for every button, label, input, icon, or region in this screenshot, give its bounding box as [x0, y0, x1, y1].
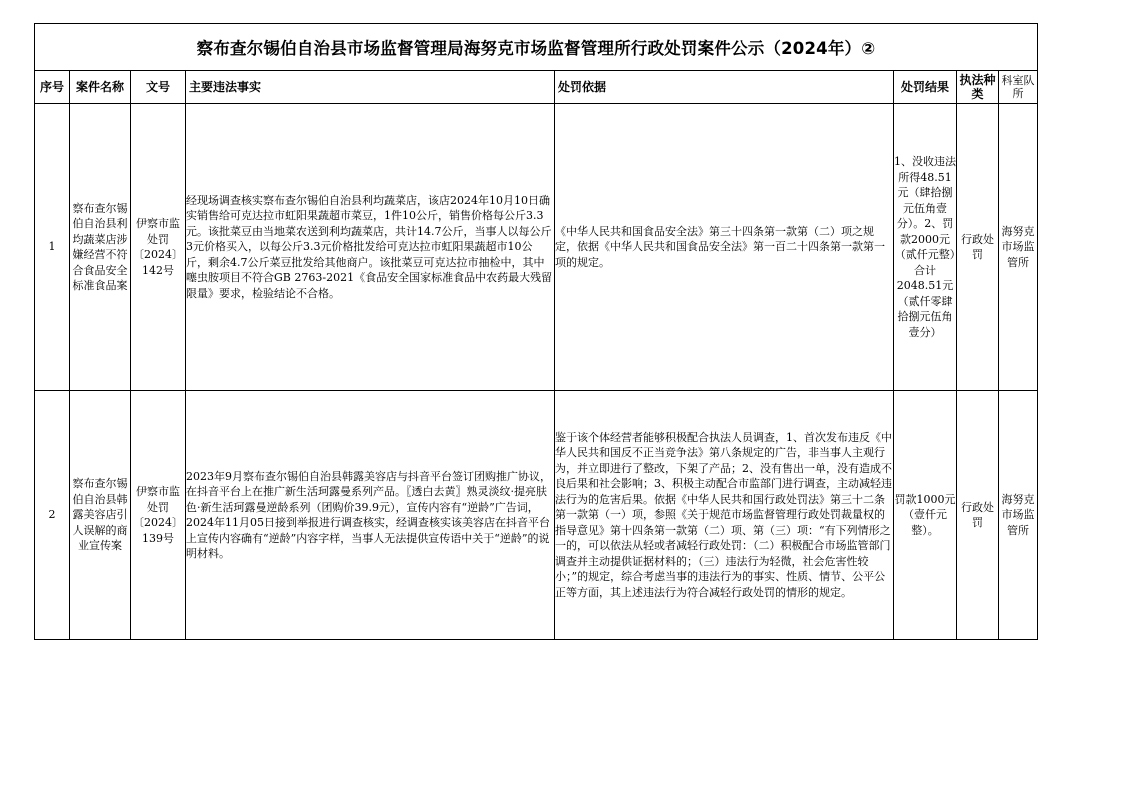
- row-result: 罚款1000元（壹仟元整）。: [894, 391, 957, 640]
- header-row: [35, 71, 1038, 104]
- row-no: 1: [35, 104, 70, 391]
- header-doc-no: 文号: [131, 71, 186, 104]
- row-facts: 经现场调查核实察布查尔锡伯自治县利均蔬菜店，该店2024年10月10日确实销售给可克达拉市虹阳果蔬超市菜豆，1件10公斤，销售价格每公斤3.3元。该批菜豆由当地菜农送到利均蔬菜店，共计14.7公斤，当事人以每公斤3元价格买入，以每公斤3.3元价格批发给可克达拉市虹阳果蔬超市10公斤，剩余4.7公斤菜豆批发给其他商户。该批菜豆可克达拉市抽检中，其中噻虫胺项目不符合GB 2763-2021《食品安全国家标准食品中农药最大残留限量》要求，检验结论不合格。: [186, 104, 555, 391]
- row-case-name: 察布查尔锡伯自治县韩露美容店引人误解的商业宣传案: [70, 391, 131, 640]
- header-no: 序号: [35, 71, 70, 104]
- row-doc-no: 伊察市监处罚〔2024〕139号: [131, 391, 186, 640]
- row-dept: 海努克市场监管所: [999, 391, 1038, 640]
- row-basis: 《中华人民共和国食品安全法》第三十四条第一款第（二）项之规定，依据《中华人民共和国食品安全法》第一百二十四条第一款第一项的规定。: [555, 104, 894, 391]
- row-no: 2: [35, 391, 70, 640]
- row-case-name: 察布查尔锡伯自治县利均蔬菜店涉嫌经营不符合食品安全标准食品案: [70, 104, 131, 391]
- row-dept: 海努克市场监管所: [999, 104, 1038, 391]
- row-doc-no: 伊察市监处罚〔2024〕142号: [131, 104, 186, 391]
- header-result: 处罚结果: [894, 71, 957, 104]
- table-row: [35, 391, 1038, 640]
- header-facts: 主要违法事实: [186, 71, 555, 104]
- header-case-name: 案件名称: [70, 71, 131, 104]
- header-dept: 科室队所: [999, 71, 1038, 104]
- row-result: 1、没收违法所得48.51元（肆拾捌元伍角壹分）。2、罚款2000元（贰仟元整）合计2048.51元（贰仟零肆拾捌元伍角壹分）: [894, 104, 957, 391]
- row-facts: 2023年9月察布查尔锡伯自治县韩露美容店与抖音平台签订团购推广协议，在抖音平台上在推广新生活珂露曼系列产品。〖透白去黄〗熟灵淡纹·提亮肤色·新生活珂露曼逆龄系列（团购价39.9元），宣传内容有“逆龄”广告词，2024年11月05日接到举报进行调查核实，经调查核实该美容店在抖音平台上宣传内容确有“逆龄”内容字样，当事人无法提供宣传语中关于“逆龄”的说明材料。: [186, 391, 555, 640]
- penalty-table: [34, 23, 1038, 640]
- table-row: [35, 104, 1038, 391]
- row-type: 行政处罚: [957, 104, 999, 391]
- row-type: 行政处罚: [957, 391, 999, 640]
- page-title: 察布查尔锡伯自治县市场监督管理局海努克市场监督管理所行政处罚案件公示（2024年）②: [35, 24, 1038, 71]
- row-basis: 鉴于该个体经营者能够积极配合执法人员调查，1、首次发布违反《中华人民共和国反不正当竞争法》第八条规定的广告，非当事人主观行为，并立即进行了整改，下架了产品；2、没有售出一单，没有造成不良后果和社会影响；3、积极主动配合市监部门进行调查，主动减轻违法行为的危害后果。依据《中华人民共和国行政处罚法》第三十二条第一款第（一）项，参照《关于规范市场监督管理行政处罚裁量权的指导意见》第十四条第一款第（二）项、第（三）项：“有下列情形之一的，可以依法从轻或者减轻行政处罚：（二）积极配合市场监管部门调查并主动提供证据材料的；（三）违法行为轻微，社会危害性较小；”的规定，综合考虑当事的违法行为的事实、性质、情节、公平公正等方面，其上述违法行为符合减轻行政处罚的情形的规定。: [555, 391, 894, 640]
- header-basis: 处罚依据: [555, 71, 894, 104]
- header-type: 执法种类: [957, 71, 999, 104]
